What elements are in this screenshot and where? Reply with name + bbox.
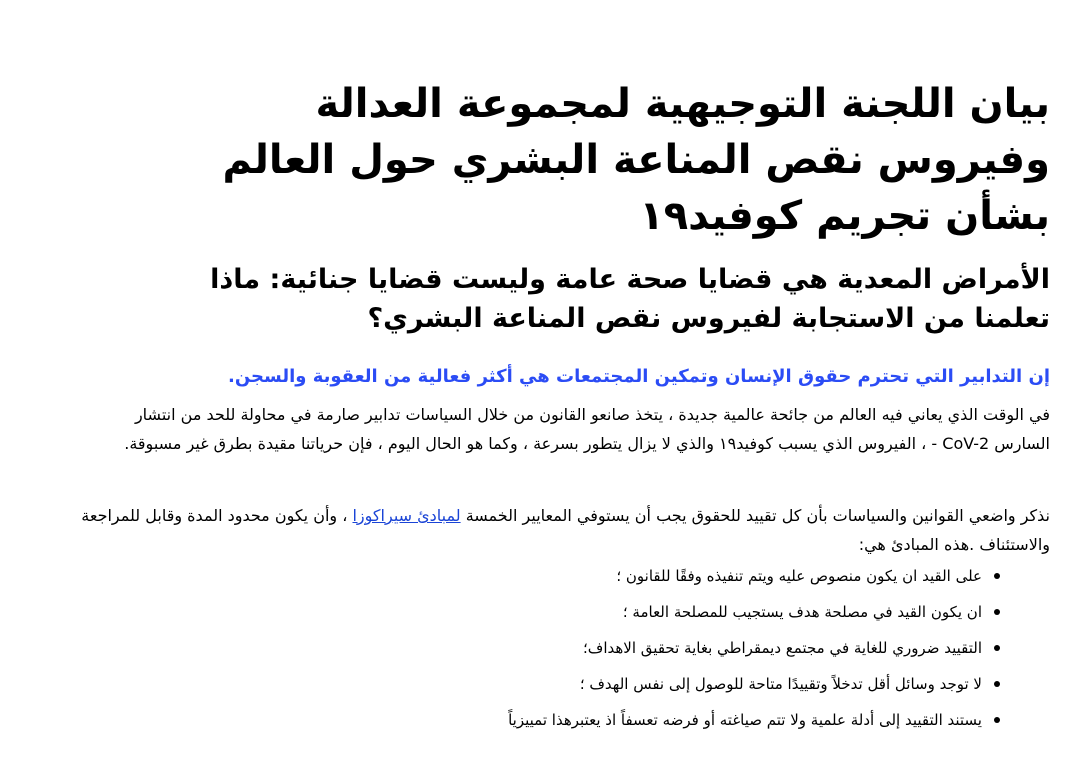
bullet-icon [994,573,1000,579]
list-item [80,566,982,602]
list-item-text: التقييد ضروري للغاية في مجتمع ديمقراطي بغاية تحقيق الاهداف؛ [583,639,982,657]
page-title: بيان اللجنة التوجيهية لمجموعة العدالة وفيروس نقص المناعة البشري حول العالم بشأن تجريم كوفيد١٩ [222,81,1050,239]
principles-list [80,566,982,746]
list-item [80,602,982,638]
list-item-text: يستند التقييد إلى أدلة علمية ولا تتم صياغته أو فرضه تعسفاً اذ يعتبرهذا تمييزياً [508,711,982,729]
siracusa-principles-link[interactable]: لمبادئ سيراكوزا [352,506,461,525]
list-item [80,638,982,674]
principles-text-after: ، وأن يكون محدود المدة وقابل للمراجعة والاستئناف .هذه المبادئ هي: [81,506,1050,554]
list-item [80,710,982,746]
list-item [80,674,982,710]
list-item-text: ان يكون القيد في مصلحة هدف يستجيب للمصلحة العامة ؛ [622,603,982,621]
bullet-icon [994,717,1000,723]
principles-paragraph [80,501,1050,559]
list-item-text: على القيد ان يكون منصوص عليه ويتم تنفيذه وفقًا للقانون ؛ [616,567,982,585]
section-heading: الأمراض المعدية هي قضايا صحة عامة وليست قضايا جنائية: ماذا تعلمنا من الاستجابة لفيروس نقص المناعة البشري؟ [210,264,1050,334]
intro-paragraph: في الوقت الذي يعاني فيه العالم من جائحة عالمية جديدة ، يتخذ صانعو القانون من خلال السياسات تدابير صارمة في محاولة للحد من انتشار السارس CoV-2 - ، الفيروس الذي يسبب كوفيد١٩ والذي لا يزال يتطور بسرعة ، وكما هو الحال اليوم ، فإن حرياتنا مقيدة بطرق غير مسبوقة. [124,405,1050,453]
bullet-icon [994,681,1000,687]
list-item-text: لا توجد وسائل أقل تدخلاً وتقييدًا متاحة للوصول إلى نفس الهدف ؛ [579,675,982,693]
principles-text-before: نذكر واضعي القوانين والسياسات بأن كل تقييد للحقوق يجب أن يستوفي المعايير الخمسة [460,506,1050,525]
bullet-icon [994,645,1000,651]
bullet-icon [994,609,1000,615]
lead-statement: إن التدابير التي تحترم حقوق الإنسان وتمكين المجتمعات هي أكثر فعالية من العقوبة والسجن. [228,366,1050,387]
